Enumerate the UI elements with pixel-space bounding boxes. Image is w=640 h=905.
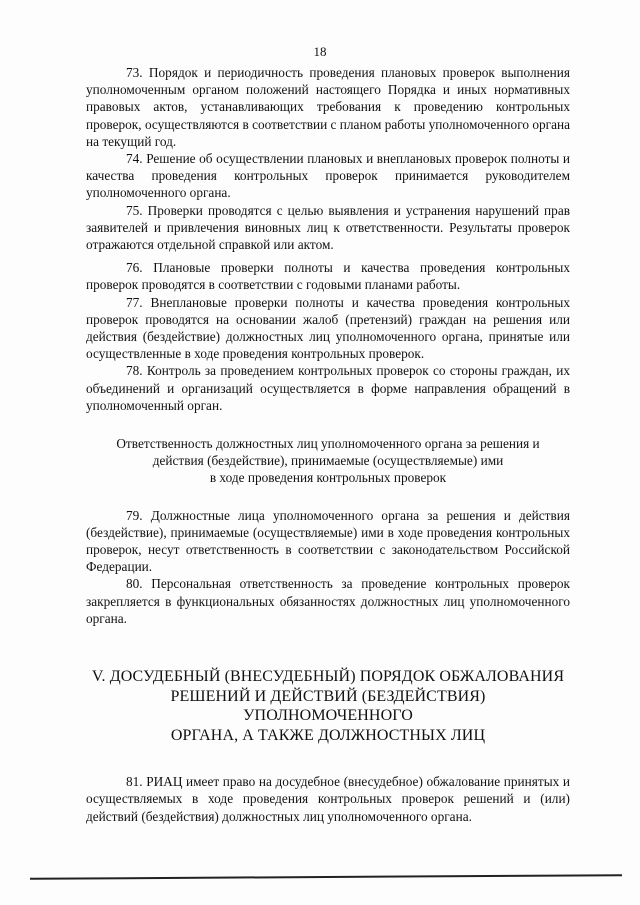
document-body <box>86 64 570 825</box>
section-v-heading <box>86 667 570 745</box>
responsibility-subheading <box>86 435 570 487</box>
section-heading-line: ОРГАНА, А ТАКЖЕ ДОЛЖНОСТНЫХ ЛИЦ <box>170 726 486 744</box>
paragraph-79: 79. Должностные лица уполномоченного органа за решения и действия (бездействие), принимаемые (осуществляемые) ими в ходе проведения контрольных проверок, несут ответственность в соответствии с законодательством Российской Федерации. <box>86 507 570 575</box>
paragraph-73: 73. Порядок и периодичность проведения плановых проверок выполнения уполномоченным органом положений настоящего Порядка и иных нормативных правовых актов, устанавливающих требования к проведению контрольных проверок, осуществляются в соответствии с планом работы уполномоченного органа на текущий год. <box>86 65 570 149</box>
section-heading-line: V. ДОСУДЕБНЫЙ (ВНЕСУДЕБНЫЙ) ПОРЯДОК ОБЖАЛОВАНИЯ <box>91 668 565 686</box>
paragraph-78: 78. Контроль за проведением контрольных проверок со стороны граждан, их объединений и организаций осуществляется в форме направления обращений в уполномоченный орган. <box>86 363 570 413</box>
subheading-line: действия (бездействие), принимаемые (осуществляемые) ими <box>152 453 504 469</box>
page-number: 18 <box>313 44 327 59</box>
paragraph-76: 76. Плановые проверки полноты и качества проведения контрольных проверок проводятся в соответствии с годовыми планами работы. <box>86 260 570 293</box>
section-heading-line: РЕШЕНИЙ И ДЕЙСТВИЙ (БЕЗДЕЙСТВИЯ) УПОЛНОМОЧЕННОГО <box>170 687 486 725</box>
paragraph-77: 77. Внеплановые проверки полноты и качества проведения контрольных проверок проводятся на основании жалоб (претензий) граждан на решения или действия (бездействие) должностных лиц уполномоченного органа, принятые или осуществленные в ходе проведения контрольных проверок. <box>86 294 570 362</box>
subheading-line: в ходе проведения контрольных проверок <box>209 470 447 486</box>
subheading-line: Ответственность должностных лиц уполномоченного органа за решения и <box>116 436 540 452</box>
paragraph-74: 74. Решение об осуществлении плановых и внеплановых проверок полноты и качества проведения контрольных проверок принимается руководителем уполномоченного органа. <box>86 151 570 201</box>
paragraph-81: 81. РИАЦ имеет право на досудебное (внесудебное) обжалование принятых и осуществляемых в ходе проведения контрольных проверок решений и (или) действий (бездействия) должностных лиц уполномоченного органа. <box>86 774 570 824</box>
paragraph-80: 80. Персональная ответственность за проведение контрольных проверок закрепляется в функциональных обязанностях должностных лиц уполномоченного органа. <box>86 576 570 626</box>
scan-edge-line <box>30 874 622 880</box>
paragraph-75: 75. Проверки проводятся с целью выявления и устранения нарушений прав заявителей и привлечения виновных лиц к ответственности. Результаты проверок отражаются отдельной справкой или актом. <box>86 202 570 253</box>
